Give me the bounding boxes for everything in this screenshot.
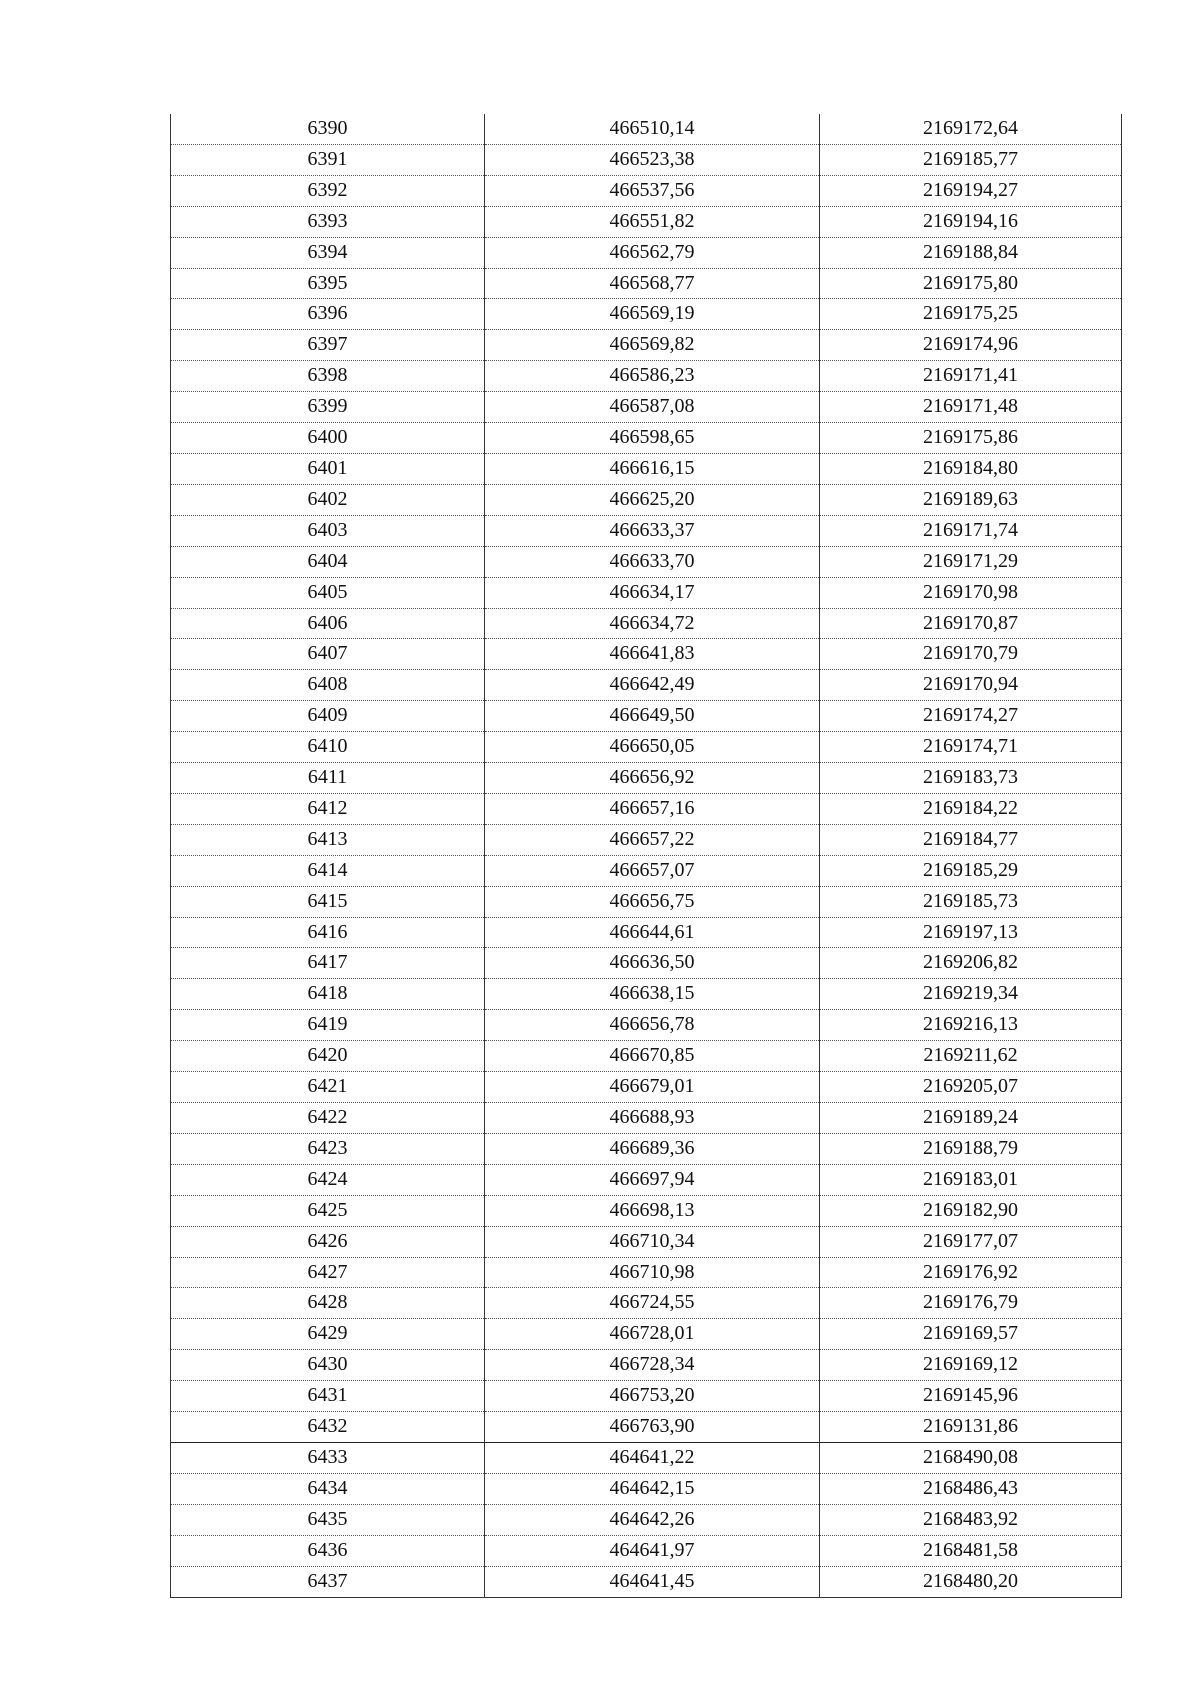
x-coordinate-cell: 466641,83 <box>485 639 820 670</box>
x-coordinate-cell: 466523,38 <box>485 144 820 175</box>
table-row <box>171 732 1122 763</box>
x-coordinate-cell: 466688,93 <box>485 1103 820 1134</box>
table-row <box>171 546 1122 577</box>
point-number-cell: 6390 <box>171 114 485 144</box>
point-number-cell: 6434 <box>171 1473 485 1504</box>
y-coordinate-cell: 2169171,48 <box>820 392 1122 423</box>
table-row <box>171 577 1122 608</box>
x-coordinate-cell: 466710,98 <box>485 1257 820 1288</box>
x-coordinate-cell: 466587,08 <box>485 392 820 423</box>
point-number-cell: 6431 <box>171 1381 485 1412</box>
point-number-cell: 6428 <box>171 1288 485 1319</box>
y-coordinate-cell: 2169183,73 <box>820 763 1122 794</box>
table-row <box>171 1103 1122 1134</box>
y-coordinate-cell: 2169205,07 <box>820 1072 1122 1103</box>
y-coordinate-cell: 2169189,63 <box>820 484 1122 515</box>
point-number-cell: 6436 <box>171 1535 485 1566</box>
x-coordinate-cell: 466657,07 <box>485 855 820 886</box>
x-coordinate-cell: 466537,56 <box>485 175 820 206</box>
y-coordinate-cell: 2169145,96 <box>820 1381 1122 1412</box>
table-row <box>171 1257 1122 1288</box>
y-coordinate-cell: 2169206,82 <box>820 948 1122 979</box>
y-coordinate-cell: 2169182,90 <box>820 1195 1122 1226</box>
y-coordinate-cell: 2169170,87 <box>820 608 1122 639</box>
x-coordinate-cell: 466656,92 <box>485 763 820 794</box>
point-number-cell: 6430 <box>171 1350 485 1381</box>
x-coordinate-cell: 466510,14 <box>485 114 820 144</box>
x-coordinate-cell: 466616,15 <box>485 453 820 484</box>
table-row <box>171 1566 1122 1597</box>
point-number-cell: 6402 <box>171 484 485 515</box>
x-coordinate-cell: 464641,22 <box>485 1442 820 1473</box>
y-coordinate-cell: 2168490,08 <box>820 1442 1122 1473</box>
x-coordinate-cell: 466710,34 <box>485 1226 820 1257</box>
table-row <box>171 1442 1122 1473</box>
y-coordinate-cell: 2169171,41 <box>820 361 1122 392</box>
y-coordinate-cell: 2168480,20 <box>820 1566 1122 1597</box>
y-coordinate-cell: 2169197,13 <box>820 917 1122 948</box>
y-coordinate-cell: 2169194,27 <box>820 175 1122 206</box>
x-coordinate-cell: 466689,36 <box>485 1133 820 1164</box>
point-number-cell: 6396 <box>171 299 485 330</box>
x-coordinate-cell: 466670,85 <box>485 1041 820 1072</box>
table-row <box>171 1226 1122 1257</box>
y-coordinate-cell: 2169185,29 <box>820 855 1122 886</box>
point-number-cell: 6415 <box>171 886 485 917</box>
y-coordinate-cell: 2169194,16 <box>820 206 1122 237</box>
point-number-cell: 6412 <box>171 793 485 824</box>
table-row <box>171 299 1122 330</box>
x-coordinate-cell: 466728,01 <box>485 1319 820 1350</box>
y-coordinate-cell: 2169172,64 <box>820 114 1122 144</box>
x-coordinate-cell: 466657,22 <box>485 824 820 855</box>
point-number-cell: 6416 <box>171 917 485 948</box>
x-coordinate-cell: 466634,17 <box>485 577 820 608</box>
y-coordinate-cell: 2168481,58 <box>820 1535 1122 1566</box>
x-coordinate-cell: 466633,70 <box>485 546 820 577</box>
y-coordinate-cell: 2169175,80 <box>820 268 1122 299</box>
point-number-cell: 6419 <box>171 1010 485 1041</box>
table-row <box>171 1195 1122 1226</box>
point-number-cell: 6414 <box>171 855 485 886</box>
x-coordinate-cell: 466763,90 <box>485 1412 820 1443</box>
x-coordinate-cell: 466657,16 <box>485 793 820 824</box>
table-row <box>171 392 1122 423</box>
point-number-cell: 6410 <box>171 732 485 763</box>
table-row <box>171 639 1122 670</box>
point-number-cell: 6400 <box>171 423 485 454</box>
y-coordinate-cell: 2169185,73 <box>820 886 1122 917</box>
table-row <box>171 453 1122 484</box>
table-row <box>171 855 1122 886</box>
y-coordinate-cell: 2169189,24 <box>820 1103 1122 1134</box>
point-number-cell: 6429 <box>171 1319 485 1350</box>
table-row <box>171 423 1122 454</box>
table-row <box>171 1473 1122 1504</box>
x-coordinate-cell: 466598,65 <box>485 423 820 454</box>
point-number-cell: 6395 <box>171 268 485 299</box>
y-coordinate-cell: 2169177,07 <box>820 1226 1122 1257</box>
point-number-cell: 6407 <box>171 639 485 670</box>
table-row <box>171 206 1122 237</box>
x-coordinate-cell: 466569,82 <box>485 330 820 361</box>
table-row <box>171 1072 1122 1103</box>
table-row <box>171 979 1122 1010</box>
table-row <box>171 114 1122 144</box>
point-number-cell: 6391 <box>171 144 485 175</box>
point-number-cell: 6397 <box>171 330 485 361</box>
point-number-cell: 6409 <box>171 701 485 732</box>
table-row <box>171 175 1122 206</box>
table-row <box>171 1010 1122 1041</box>
table-row <box>171 1412 1122 1443</box>
x-coordinate-cell: 466679,01 <box>485 1072 820 1103</box>
x-coordinate-cell: 466656,78 <box>485 1010 820 1041</box>
table-row <box>171 917 1122 948</box>
x-coordinate-cell: 466753,20 <box>485 1381 820 1412</box>
table-row <box>171 1319 1122 1350</box>
y-coordinate-cell: 2169170,98 <box>820 577 1122 608</box>
table-row <box>171 670 1122 701</box>
point-number-cell: 6403 <box>171 515 485 546</box>
point-number-cell: 6399 <box>171 392 485 423</box>
point-number-cell: 6418 <box>171 979 485 1010</box>
y-coordinate-cell: 2168486,43 <box>820 1473 1122 1504</box>
y-coordinate-cell: 2169183,01 <box>820 1164 1122 1195</box>
x-coordinate-cell: 466728,34 <box>485 1350 820 1381</box>
table-row <box>171 608 1122 639</box>
x-coordinate-cell: 466724,55 <box>485 1288 820 1319</box>
table-row <box>171 1041 1122 1072</box>
x-coordinate-cell: 464642,15 <box>485 1473 820 1504</box>
y-coordinate-cell: 2169184,80 <box>820 453 1122 484</box>
x-coordinate-cell: 466633,37 <box>485 515 820 546</box>
point-number-cell: 6393 <box>171 206 485 237</box>
y-coordinate-cell: 2169174,27 <box>820 701 1122 732</box>
table-row <box>171 824 1122 855</box>
table-row <box>171 1164 1122 1195</box>
table-row <box>171 144 1122 175</box>
y-coordinate-cell: 2168483,92 <box>820 1504 1122 1535</box>
table-row <box>171 484 1122 515</box>
table-row <box>171 1288 1122 1319</box>
point-number-cell: 6420 <box>171 1041 485 1072</box>
point-number-cell: 6421 <box>171 1072 485 1103</box>
table-row <box>171 330 1122 361</box>
y-coordinate-cell: 2169188,79 <box>820 1133 1122 1164</box>
table-row <box>171 948 1122 979</box>
coordinates-table <box>170 114 1122 1598</box>
x-coordinate-cell: 466562,79 <box>485 237 820 268</box>
point-number-cell: 6425 <box>171 1195 485 1226</box>
y-coordinate-cell: 2169131,86 <box>820 1412 1122 1443</box>
point-number-cell: 6435 <box>171 1504 485 1535</box>
y-coordinate-cell: 2169185,77 <box>820 144 1122 175</box>
table-row <box>171 515 1122 546</box>
y-coordinate-cell: 2169175,25 <box>820 299 1122 330</box>
y-coordinate-cell: 2169188,84 <box>820 237 1122 268</box>
x-coordinate-cell: 466698,13 <box>485 1195 820 1226</box>
table-row <box>171 886 1122 917</box>
y-coordinate-cell: 2169175,86 <box>820 423 1122 454</box>
table-row <box>171 1133 1122 1164</box>
y-coordinate-cell: 2169171,74 <box>820 515 1122 546</box>
x-coordinate-cell: 466649,50 <box>485 701 820 732</box>
x-coordinate-cell: 466634,72 <box>485 608 820 639</box>
y-coordinate-cell: 2169176,79 <box>820 1288 1122 1319</box>
y-coordinate-cell: 2169216,13 <box>820 1010 1122 1041</box>
x-coordinate-cell: 466568,77 <box>485 268 820 299</box>
point-number-cell: 6401 <box>171 453 485 484</box>
y-coordinate-cell: 2169174,71 <box>820 732 1122 763</box>
table-row <box>171 1381 1122 1412</box>
x-coordinate-cell: 464641,45 <box>485 1566 820 1597</box>
point-number-cell: 6417 <box>171 948 485 979</box>
x-coordinate-cell: 466644,61 <box>485 917 820 948</box>
x-coordinate-cell: 464641,97 <box>485 1535 820 1566</box>
point-number-cell: 6424 <box>171 1164 485 1195</box>
point-number-cell: 6405 <box>171 577 485 608</box>
x-coordinate-cell: 466551,82 <box>485 206 820 237</box>
table-row <box>171 701 1122 732</box>
y-coordinate-cell: 2169170,79 <box>820 639 1122 670</box>
y-coordinate-cell: 2169169,57 <box>820 1319 1122 1350</box>
point-number-cell: 6422 <box>171 1103 485 1134</box>
y-coordinate-cell: 2169176,92 <box>820 1257 1122 1288</box>
table-row <box>171 237 1122 268</box>
point-number-cell: 6423 <box>171 1133 485 1164</box>
x-coordinate-cell: 466642,49 <box>485 670 820 701</box>
x-coordinate-cell: 464642,26 <box>485 1504 820 1535</box>
x-coordinate-cell: 466625,20 <box>485 484 820 515</box>
table-row <box>171 1535 1122 1566</box>
y-coordinate-cell: 2169211,62 <box>820 1041 1122 1072</box>
point-number-cell: 6432 <box>171 1412 485 1443</box>
x-coordinate-cell: 466656,75 <box>485 886 820 917</box>
y-coordinate-cell: 2169171,29 <box>820 546 1122 577</box>
point-number-cell: 6413 <box>171 824 485 855</box>
point-number-cell: 6433 <box>171 1442 485 1473</box>
x-coordinate-cell: 466636,50 <box>485 948 820 979</box>
point-number-cell: 6398 <box>171 361 485 392</box>
y-coordinate-cell: 2169219,34 <box>820 979 1122 1010</box>
x-coordinate-cell: 466569,19 <box>485 299 820 330</box>
x-coordinate-cell: 466586,23 <box>485 361 820 392</box>
coordinates-table-body <box>171 114 1122 1597</box>
point-number-cell: 6406 <box>171 608 485 639</box>
x-coordinate-cell: 466697,94 <box>485 1164 820 1195</box>
table-row <box>171 1504 1122 1535</box>
y-coordinate-cell: 2169174,96 <box>820 330 1122 361</box>
point-number-cell: 6408 <box>171 670 485 701</box>
y-coordinate-cell: 2169184,77 <box>820 824 1122 855</box>
point-number-cell: 6411 <box>171 763 485 794</box>
point-number-cell: 6427 <box>171 1257 485 1288</box>
point-number-cell: 6394 <box>171 237 485 268</box>
table-row <box>171 1350 1122 1381</box>
point-number-cell: 6392 <box>171 175 485 206</box>
table-row <box>171 268 1122 299</box>
y-coordinate-cell: 2169169,12 <box>820 1350 1122 1381</box>
point-number-cell: 6437 <box>171 1566 485 1597</box>
point-number-cell: 6426 <box>171 1226 485 1257</box>
table-row <box>171 793 1122 824</box>
point-number-cell: 6404 <box>171 546 485 577</box>
table-row <box>171 361 1122 392</box>
table-row <box>171 763 1122 794</box>
x-coordinate-cell: 466650,05 <box>485 732 820 763</box>
x-coordinate-cell: 466638,15 <box>485 979 820 1010</box>
y-coordinate-cell: 2169184,22 <box>820 793 1122 824</box>
y-coordinate-cell: 2169170,94 <box>820 670 1122 701</box>
